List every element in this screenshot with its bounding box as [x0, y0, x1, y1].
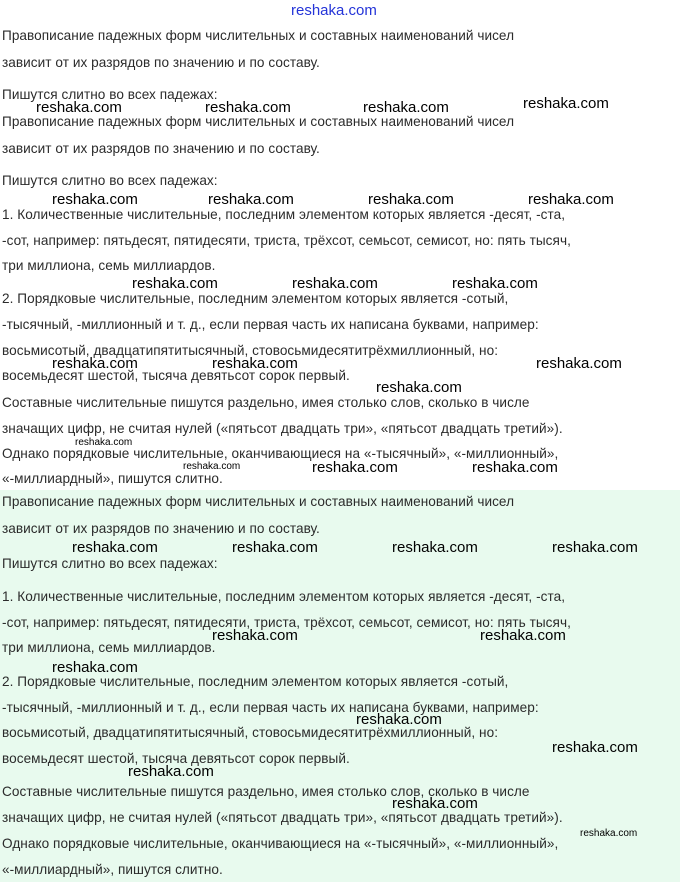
text-line: -сот, например: пятьдесят, пятидесяти, триста, трёхсот, семьсот, семисот, но: пять тысяч,	[2, 615, 571, 630]
text-line: Однако порядковые числительные, оканчивающиеся на «-тысячный», «-миллионный»,	[2, 446, 559, 461]
watermark: reshaka.com	[356, 711, 442, 728]
watermark: reshaka.com	[368, 191, 454, 208]
text-line: восьмисотый, двадцатипятитысячный, стовосьмидесятитрёхмиллионный, но:	[2, 725, 499, 740]
watermark-small: reshaka.com	[75, 437, 133, 448]
watermark: reshaka.com	[523, 95, 609, 112]
watermark: reshaka.com	[52, 355, 138, 372]
watermark: reshaka.com	[552, 739, 638, 756]
watermark: reshaka.com	[552, 539, 638, 556]
watermark: reshaka.com	[528, 191, 614, 208]
watermark-small: reshaka.com	[183, 461, 241, 472]
text-line: Правописание падежных форм числительных и составных наименований чисел	[2, 494, 515, 509]
watermark: reshaka.com	[212, 627, 298, 644]
watermark: reshaka.com	[452, 275, 538, 292]
text-line: зависит от их разрядов по значению и по составу.	[2, 55, 320, 70]
text-line: зависит от их разрядов по значению и по составу.	[2, 521, 320, 536]
watermark: reshaka.com	[132, 275, 218, 292]
watermark: reshaka.com	[480, 627, 566, 644]
text-line: Пишутся слитно во всех падежах:	[2, 173, 218, 188]
text-line: «-миллиардный», пишутся слитно.	[2, 862, 223, 877]
watermark: reshaka.com	[392, 795, 478, 812]
watermark: reshaka.com	[72, 539, 158, 556]
watermark: reshaka.com	[205, 99, 291, 116]
text-line: Пишутся слитно во всех падежах:	[2, 556, 218, 571]
text-line: зависит от их разрядов по значению и по составу.	[2, 141, 320, 156]
text-line: восемьдесят шестой, тысяча девятьсот сорок первый.	[2, 751, 350, 766]
text-line: Составные числительные пишутся раздельно, имея столько слов, сколько в числе	[2, 395, 530, 410]
watermark: reshaka.com	[536, 355, 622, 372]
watermark-small: reshaka.com	[580, 828, 638, 839]
watermark: reshaka.com	[232, 539, 318, 556]
text-line: восемьдесят шестой, тысяча девятьсот сорок первый.	[2, 368, 350, 383]
watermark: reshaka.com	[292, 275, 378, 292]
text-line: значащих цифр, не считая нулей («пятьсот двадцать три», «пятьсот двадцать третий»).	[2, 810, 563, 825]
watermark: reshaka.com	[36, 99, 122, 116]
watermark: reshaka.com	[392, 539, 478, 556]
watermark: reshaka.com	[52, 191, 138, 208]
text-line: -тысячный, -миллионный и т. д., если первая часть их написана буквами, например:	[2, 317, 539, 332]
watermark: reshaka.com	[208, 191, 294, 208]
text-line: значащих цифр, не считая нулей («пятьсот двадцать три», «пятьсот двадцать третий»).	[2, 421, 563, 436]
text-line: Правописание падежных форм числительных и составных наименований чисел	[2, 28, 515, 43]
text-line: восьмисотый, двадцатипятитысячный, стовосьмидесятитрёхмиллионный, но:	[2, 343, 499, 358]
watermark: reshaka.com	[472, 459, 558, 476]
text-line: «-миллиардный», пишутся слитно.	[2, 471, 223, 486]
watermark: reshaka.com	[52, 659, 138, 676]
text-line: 1. Количественные числительные, последним элементом которых является -десят, -ста,	[2, 589, 566, 604]
watermark: reshaka.com	[376, 379, 462, 396]
text-line: -сот, например: пятьдесят, пятидесяти, триста, трёхсот, семьсот, семисот, но: пять тысяч,	[2, 233, 571, 248]
text-line: три миллиона, семь миллиардов.	[2, 640, 216, 655]
watermark: reshaka.com	[363, 99, 449, 116]
watermark: reshaka.com	[312, 459, 398, 476]
header-watermark: reshaka.com	[291, 2, 377, 19]
text-line: 2. Порядковые числительные, последним элементом которых является -сотый,	[2, 291, 509, 306]
text-line: Составные числительные пишутся раздельно, имея столько слов, сколько в числе	[2, 784, 530, 799]
watermark: reshaka.com	[212, 355, 298, 372]
text-line: 1. Количественные числительные, последним элементом которых является -десят, -ста,	[2, 207, 566, 222]
text-line: Правописание падежных форм числительных и составных наименований чисел	[2, 114, 515, 129]
text-line: Однако порядковые числительные, оканчивающиеся на «-тысячный», «-миллионный»,	[2, 836, 559, 851]
text-line: три миллиона, семь миллиардов.	[2, 258, 216, 273]
text-line: Пишутся слитно во всех падежах:	[2, 87, 218, 102]
watermark: reshaka.com	[128, 763, 214, 780]
text-line: 2. Порядковые числительные, последним элементом которых является -сотый,	[2, 674, 509, 689]
text-line: -тысячный, -миллионный и т. д., если первая часть их написана буквами, например:	[2, 700, 539, 715]
